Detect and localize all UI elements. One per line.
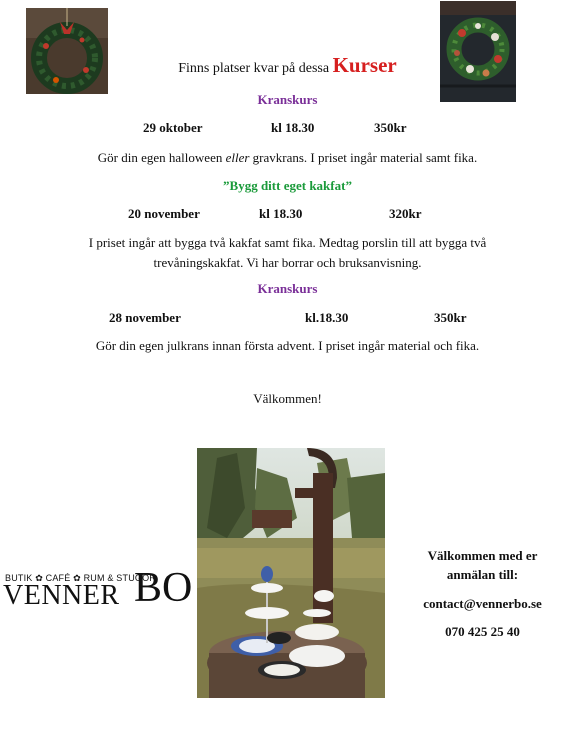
headline (0, 53, 575, 78)
course-2-details (0, 206, 575, 224)
closing-text: Välkommen! (253, 391, 322, 406)
course-3-title: Kranskurs (257, 281, 318, 296)
wreath-photo-right (440, 1, 516, 102)
course-2-title: ”Bygg ditt eget kakfat” (223, 178, 352, 193)
course-3-time: kl.18.30 (305, 310, 349, 325)
logo-name-part1: VENNER (3, 580, 120, 611)
headline-kurser: Kurser (332, 53, 397, 77)
contact-line2: anmälan till: (446, 567, 519, 582)
contact-line1: Välkommen med er (427, 548, 538, 563)
course-1-description: Gör din egen halloween eller gravkrans. I priset ingår material samt fika. (97, 150, 478, 165)
course-3-date: 28 november (109, 310, 181, 325)
course-3-price: 350kr (434, 310, 467, 325)
course-1-date: 29 oktober (143, 120, 203, 135)
cake-stand-photo (197, 448, 385, 698)
wreath-photo-left (26, 8, 108, 94)
course-1-title: Kranskurs (257, 92, 318, 107)
course-3-details (0, 310, 575, 328)
course-3-description: Gör din egen julkrans innan första advent. I priset ingår material och fika. (95, 338, 480, 353)
course-2-description: I priset ingår att bygga två kakfat samt fika. Medtag porslin till att bygga två trevåningskakfat. Vi har borrar och bruksanvisning. (88, 235, 487, 270)
contact-phone: 070 425 25 40 (445, 624, 520, 639)
course-1-time: kl 18.30 (271, 120, 315, 135)
headline-intro: Finns platser kvar på dessa (178, 61, 330, 76)
logo-name-part2: BO (134, 565, 193, 611)
contact-email[interactable]: contact@vennerbo.se (423, 596, 542, 611)
course-1-details (0, 120, 575, 138)
course-2-price: 320kr (389, 206, 422, 221)
logo-tagline: BUTIK ✿ CAFÉ ✿ RUM & STUGOR (5, 573, 156, 583)
course-2-date: 20 november (128, 206, 200, 221)
course-1-price: 350kr (374, 120, 407, 135)
course-2-time: kl 18.30 (259, 206, 303, 221)
